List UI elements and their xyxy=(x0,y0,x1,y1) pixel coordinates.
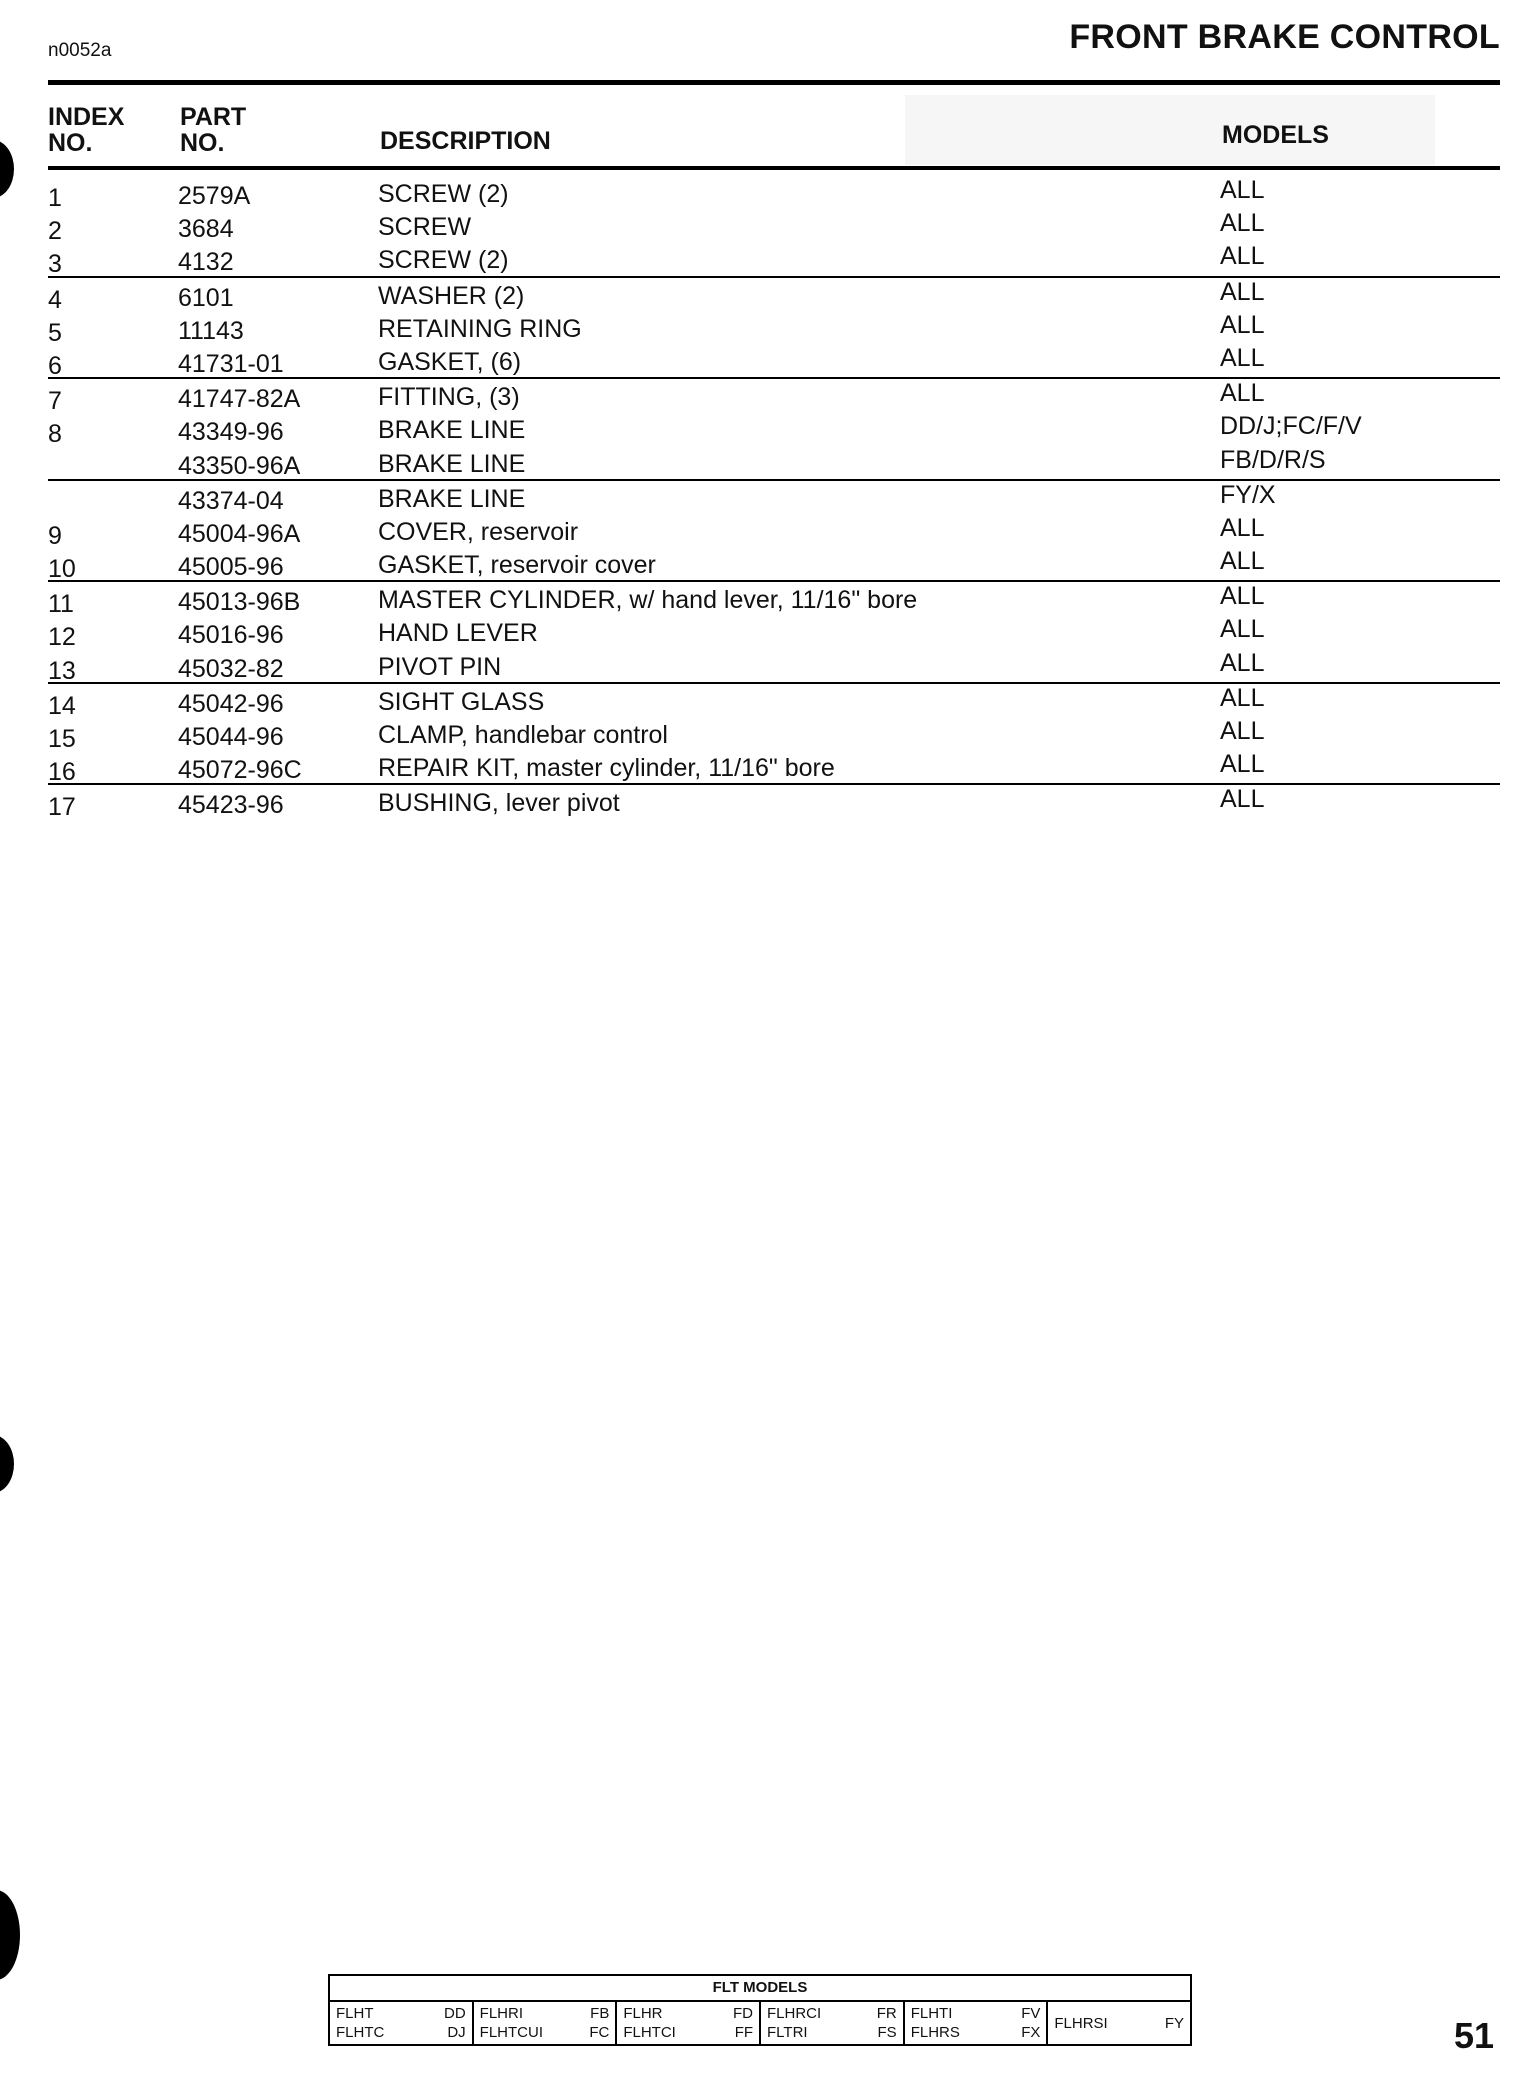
models-cell: FY/X xyxy=(1220,480,1276,509)
models-cell: ALL xyxy=(1220,209,1265,238)
header-rule xyxy=(48,166,1500,170)
header-models: MODELS xyxy=(1222,121,1329,149)
header-index-line2: NO. xyxy=(48,129,93,157)
flt-model-line xyxy=(767,2004,897,2023)
part-number-cell: 45423-96 xyxy=(178,791,284,820)
description-cell: BRAKE LINE xyxy=(378,449,526,478)
model-code: DJ xyxy=(447,2024,466,2041)
header-part-line1: PART xyxy=(180,103,247,131)
models-cell: ALL xyxy=(1220,615,1265,644)
description-cell: SCREW (2) xyxy=(378,180,509,208)
flt-models-column xyxy=(474,2002,618,2044)
table-row xyxy=(48,615,1500,652)
model-name: FLHT xyxy=(336,2005,374,2022)
description-cell: SIGHT GLASS xyxy=(378,687,545,716)
flt-models-legend xyxy=(328,1974,1192,2046)
flt-models-column xyxy=(617,2002,761,2044)
model-code: FD xyxy=(733,2005,754,2022)
flt-models-title: FLT MODELS xyxy=(330,1976,1190,2002)
binder-hole xyxy=(0,1890,20,1980)
part-number-cell: 4132 xyxy=(178,248,234,277)
table-row xyxy=(48,242,1500,279)
models-cell: ALL xyxy=(1220,343,1265,372)
model-name: FLHTI xyxy=(910,2005,953,2022)
description-cell: PIVOT PIN xyxy=(378,652,502,681)
table-row xyxy=(48,343,1500,380)
document-code: n0052a xyxy=(48,40,112,61)
model-name: FLHTC xyxy=(336,2024,385,2041)
header-index xyxy=(48,104,124,156)
description-cell: SCREW (2) xyxy=(378,246,509,275)
flt-models-grid xyxy=(330,2002,1190,2044)
part-number-cell: 45004-96A xyxy=(178,519,301,548)
index-cell: 6 xyxy=(48,351,62,380)
scan-smudge xyxy=(905,95,1435,165)
models-cell: ALL xyxy=(1220,683,1265,712)
model-name: FLTRI xyxy=(767,2024,808,2041)
title-rule xyxy=(48,80,1500,85)
table-row xyxy=(48,446,1500,479)
model-name: FLHTCUI xyxy=(479,2024,544,2041)
table-row xyxy=(48,479,1500,514)
part-number-cell: 6101 xyxy=(178,283,234,312)
table-row xyxy=(48,176,1500,212)
part-number-cell: 43349-96 xyxy=(178,418,284,447)
index-cell: 3 xyxy=(48,250,62,279)
header-index-line1: INDEX xyxy=(48,103,125,131)
part-number-cell: 45032-82 xyxy=(178,654,284,683)
model-code: FC xyxy=(589,2024,610,2041)
model-code: FV xyxy=(1021,2005,1041,2022)
page-title: FRONT BRAKE CONTROL xyxy=(1069,18,1500,56)
flt-model-line xyxy=(336,2023,466,2042)
flt-models-column xyxy=(905,2002,1049,2044)
models-cell: ALL xyxy=(1220,547,1265,576)
page-number: 51 xyxy=(1453,2015,1494,2056)
description-cell: FITTING, (3) xyxy=(378,383,520,412)
description-cell: BRAKE LINE xyxy=(378,416,526,445)
header-description: DESCRIPTION xyxy=(380,127,551,155)
model-name: FLHR xyxy=(623,2005,663,2022)
models-cell: DD/J;FC/F/V xyxy=(1220,412,1362,441)
description-cell: COVER, reservoir xyxy=(378,517,579,546)
description-cell: RETAINING RING xyxy=(378,314,582,343)
models-cell: ALL xyxy=(1220,717,1265,745)
models-cell: ALL xyxy=(1220,513,1265,542)
header-part xyxy=(180,104,246,156)
index-cell: 7 xyxy=(48,387,62,416)
models-cell: ALL xyxy=(1220,310,1265,339)
index-cell: 10 xyxy=(48,555,76,584)
flt-models-column xyxy=(330,2002,474,2044)
index-cell: 5 xyxy=(48,318,62,347)
flt-model-line xyxy=(623,2004,753,2023)
index-cell: 4 xyxy=(48,285,62,314)
index-cell: 2 xyxy=(48,217,62,246)
flt-model-line xyxy=(911,2023,1041,2042)
models-cell: ALL xyxy=(1220,379,1265,408)
table-row xyxy=(48,377,1500,416)
models-cell: ALL xyxy=(1220,242,1265,271)
model-name: FLHRCI xyxy=(767,2005,822,2022)
table-row xyxy=(48,513,1500,550)
part-number-cell: 45013-96B xyxy=(178,588,301,617)
flt-models-column xyxy=(1048,2002,1190,2044)
model-name: FLHRS xyxy=(910,2024,960,2041)
table-row xyxy=(48,717,1500,753)
part-number-cell: 45072-96C xyxy=(178,756,302,785)
model-code: DD xyxy=(444,2005,466,2022)
description-cell: BUSHING, lever pivot xyxy=(378,789,620,818)
header-part-line2: NO. xyxy=(180,129,225,157)
index-cell: 8 xyxy=(48,420,62,449)
description-cell: GASKET, (6) xyxy=(378,347,522,376)
flt-model-line xyxy=(767,2023,897,2042)
models-cell: ALL xyxy=(1220,277,1265,306)
model-name: FLHRSI xyxy=(1054,2014,1108,2032)
part-number-cell: 45016-96 xyxy=(178,621,284,650)
models-cell: ALL xyxy=(1220,750,1265,779)
part-number-cell: 43374-04 xyxy=(178,486,284,515)
index-cell: 15 xyxy=(48,725,76,753)
index-cell: 14 xyxy=(48,691,76,720)
model-code: FF xyxy=(734,2024,754,2041)
flt-model-line xyxy=(623,2023,753,2042)
models-cell: ALL xyxy=(1220,648,1265,677)
part-number-cell: 41731-01 xyxy=(178,349,284,378)
model-code: FY xyxy=(1164,2014,1185,2032)
description-cell: SCREW xyxy=(378,213,472,242)
flt-model-line xyxy=(911,2004,1041,2023)
description-cell: MASTER CYLINDER, w/ hand lever, 11/16" bore xyxy=(378,586,918,615)
table-row xyxy=(48,209,1500,246)
part-number-cell: 41747-82A xyxy=(178,385,301,414)
index-cell: 11 xyxy=(48,590,74,619)
table-row xyxy=(48,750,1500,787)
part-number-cell: 11143 xyxy=(178,316,244,345)
model-code: FB xyxy=(590,2005,610,2022)
binder-hole xyxy=(0,1435,14,1493)
index-cell: 1 xyxy=(48,184,62,212)
model-code: FS xyxy=(877,2024,897,2041)
description-cell: BRAKE LINE xyxy=(378,484,526,513)
table-row xyxy=(48,412,1500,449)
binder-hole xyxy=(0,140,14,198)
model-code: FX xyxy=(1021,2024,1041,2041)
index-cell: 17 xyxy=(48,793,76,822)
flt-model-line xyxy=(480,2004,610,2023)
flt-model-line xyxy=(336,2004,466,2023)
flt-models-column xyxy=(761,2002,905,2044)
models-cell: ALL xyxy=(1220,176,1265,204)
table-row xyxy=(48,783,1500,822)
part-number-cell: 3684 xyxy=(178,215,234,244)
table-row xyxy=(48,682,1500,720)
table-row xyxy=(48,310,1500,347)
model-name: FLHTCI xyxy=(623,2024,676,2041)
part-number-cell: 45044-96 xyxy=(178,723,284,751)
part-number-cell: 2579A xyxy=(178,182,251,210)
parts-table xyxy=(48,176,1500,822)
flt-model-line xyxy=(480,2023,610,2042)
table-row xyxy=(48,276,1500,314)
model-code: FR xyxy=(876,2005,897,2022)
table-row xyxy=(48,648,1500,685)
part-number-cell: 43350-96A xyxy=(178,451,301,480)
models-cell: FB/D/R/S xyxy=(1220,445,1326,474)
index-cell: 13 xyxy=(48,656,76,685)
index-cell: 9 xyxy=(48,521,62,550)
index-cell: 12 xyxy=(48,623,76,652)
table-row xyxy=(48,547,1500,584)
flt-model-line xyxy=(1054,2014,1184,2033)
description-cell: CLAMP, handlebar control xyxy=(378,721,668,749)
description-cell: GASKET, reservoir cover xyxy=(378,551,656,580)
index-cell: 16 xyxy=(48,758,76,787)
model-name: FLHRI xyxy=(479,2005,524,2022)
models-cell: ALL xyxy=(1220,582,1265,611)
part-number-cell: 45042-96 xyxy=(178,689,284,718)
models-cell: ALL xyxy=(1220,785,1265,814)
part-number-cell: 45005-96 xyxy=(178,553,284,582)
description-cell: REPAIR KIT, master cylinder, 11/16" bore xyxy=(378,754,835,783)
description-cell: HAND LEVER xyxy=(378,619,538,648)
description-cell: WASHER (2) xyxy=(378,281,525,310)
table-row xyxy=(48,580,1500,619)
